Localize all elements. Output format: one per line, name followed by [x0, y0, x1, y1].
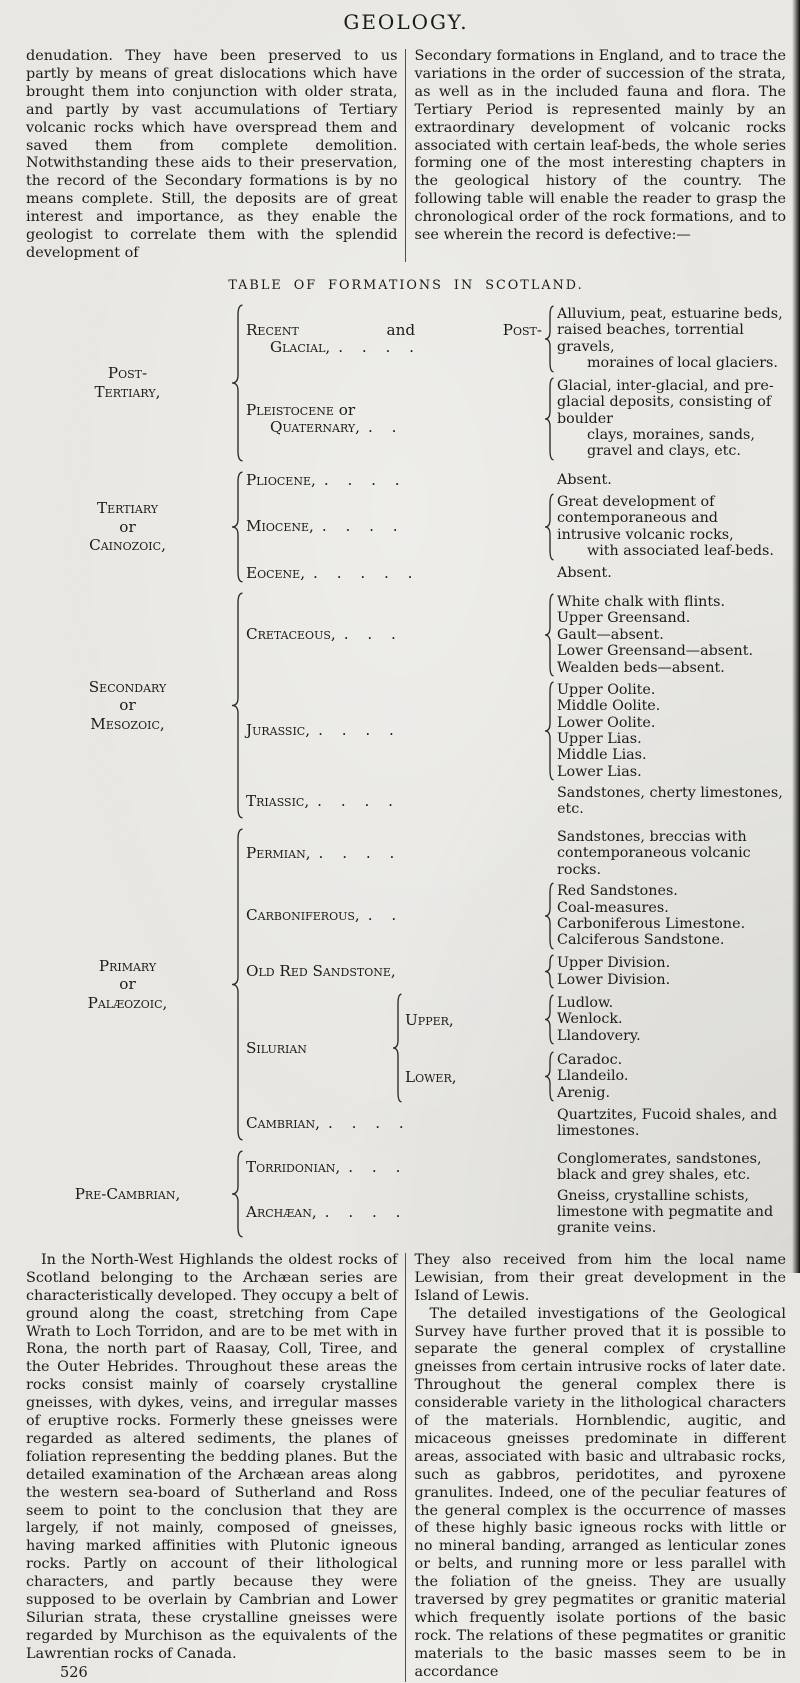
- description-line: Lower Oolite.: [557, 714, 656, 731]
- description-line: Llandeilo.: [557, 1068, 629, 1085]
- period-label-line: Archæan, . . . .: [246, 1202, 408, 1221]
- era-label: [26, 957, 229, 1013]
- era-label-line: or: [119, 517, 136, 536]
- formation-row: [246, 565, 786, 582]
- left-brace-icon: [392, 993, 403, 1103]
- dot-leaders: . .: [367, 906, 404, 925]
- description-line: Gault—absent.: [557, 626, 664, 643]
- formation-group: [26, 1150, 786, 1238]
- dot-leaders: . . .: [348, 1157, 408, 1176]
- formation-description: [557, 682, 786, 780]
- description-brace: [542, 994, 557, 1045]
- description-line: moraines of local glaciers.: [587, 355, 778, 372]
- era-label: [26, 678, 229, 734]
- formation-description: [557, 472, 786, 488]
- formation-row: [246, 954, 786, 989]
- silurian-sub-label: Upper,: [405, 1010, 454, 1029]
- formation-description: [557, 378, 786, 460]
- description-line: Glacial, inter-glacial, and pre-glacial deposits, consisting of boulder: [557, 377, 774, 427]
- formation-group: [26, 471, 786, 583]
- left-brace-icon: [544, 1051, 555, 1102]
- era-label: [26, 1185, 229, 1204]
- formation-group: [26, 304, 786, 462]
- top-left-column: [26, 48, 405, 263]
- era-label-line: Cainozoic,: [89, 536, 166, 555]
- era-label-line: Tertiary,: [94, 382, 161, 401]
- description-line: Wenlock.: [557, 1011, 623, 1028]
- era-brace: [229, 828, 246, 1141]
- silurian-subrow: [405, 1051, 786, 1102]
- page-number: 526: [60, 1664, 88, 1681]
- description-line: Lower Greensand—absent.: [557, 643, 754, 660]
- formation-description: [557, 1151, 786, 1184]
- left-brace-icon: [231, 828, 244, 1141]
- left-brace-icon: [231, 1150, 244, 1238]
- description-line: Red Sandstones.: [557, 883, 678, 900]
- left-brace-icon: [544, 593, 555, 677]
- description-line: Quartzites, Fucoid shales, and limestones.: [557, 1107, 778, 1140]
- period-label: [246, 793, 542, 810]
- dot-leaders: . . . .: [338, 337, 422, 356]
- period-label: [246, 1115, 542, 1132]
- dot-leaders: . . .: [343, 625, 403, 644]
- period-label-line: Cambrian, . . . .: [246, 1113, 411, 1132]
- description-line: Ludlow.: [557, 994, 614, 1011]
- formation-row: [246, 681, 786, 781]
- formation-description: [557, 785, 786, 818]
- period-label-line: Triassic, . . . .: [246, 791, 400, 810]
- period-label: [246, 963, 542, 980]
- description-line: Great development of contemporaneous and intrusive volcanic rocks,: [557, 494, 734, 543]
- formation-row: [246, 493, 786, 561]
- formation-row: [246, 1188, 786, 1237]
- description-line: Lower Division.: [557, 971, 671, 988]
- paragraph: They also received from him the local name Lewisian, from their great development in the Island of Lewis.: [414, 1251, 786, 1304]
- period-label-line: Old Red Sandstone,: [246, 961, 396, 980]
- formation-row: [246, 993, 786, 1103]
- paragraph: The detailed investigations of the Geological Survey have further proved that it is possible to separate the general complex of crystalline gneisses from certain intrusive rocks of later date. Throughout the general complex there is considerable variety in the lithological characters of the materials. Hornblendic, augitic, and micaceous gneisses predominate in different areas, associated with basic and ultrabasic rocks, such as gabbros, peridotites, and pyroxene granulites. Indeed, one of the peculiar features of the general complex is the occurrence of masses of these highly basic igneous rocks with little or no mineral banding, arranged as lenticular zones or belts, and running more or less parallel with the foliation of the gneiss. They are usually traversed by grey pegmatites or granitic material which frequently isolate portions of the basic rock. The relations of these pegmatites or granitic materials to the basic masses seem to be in accordance: [414, 1305, 786, 1680]
- dot-leaders: . .: [367, 417, 404, 436]
- left-brace-icon: [544, 954, 555, 989]
- period-label-line: Cretaceous, . . .: [246, 625, 403, 644]
- left-brace-icon: [544, 305, 555, 373]
- period-label: [246, 565, 542, 582]
- era-label-line: Primary: [98, 956, 157, 975]
- dot-leaders: . . . .: [321, 517, 405, 536]
- description-brace: [542, 1051, 557, 1102]
- description-line: Upper Division.: [557, 955, 671, 972]
- dot-leaders: . . . .: [318, 721, 401, 740]
- period-label-line: Recent and Post-: [246, 320, 542, 339]
- era-label-line: Palæozoic,: [87, 993, 168, 1012]
- era-label: [26, 364, 229, 401]
- top-right-column: [406, 48, 787, 263]
- description-line: Lower Lias.: [557, 763, 642, 780]
- left-brace-icon: [231, 304, 244, 462]
- period-label: [246, 722, 542, 739]
- formation-description: [557, 494, 786, 560]
- period-label: [246, 626, 542, 643]
- bottom-right-column: [406, 1252, 787, 1683]
- top-text-columns: [26, 48, 786, 263]
- period-label-line: Quaternary, . .: [270, 417, 404, 436]
- description-line: Llandovery.: [557, 1027, 641, 1044]
- left-brace-icon: [544, 377, 555, 461]
- period-label: [246, 1159, 542, 1176]
- description-line: Absent.: [557, 565, 612, 582]
- formation-row: [246, 1107, 786, 1140]
- period-label-line: Permian, . . . .: [246, 843, 402, 862]
- page-title: GEOLOGY.: [343, 10, 469, 34]
- era-label-line: or: [119, 975, 136, 994]
- paragraph: Secondary formations in England, and to trace the variations in the order of succession of the strata, as well as in the included fauna and flora. The Tertiary Period is represented mainly by an extraordinary development of volcanic rocks associated with certain leaf-beds, the whole series forming one of the most interesting chapters in the geological history of the country. The following table will enable the reader to grasp the chronological order of the rock formations, and to see wherein the record is defective:—: [414, 48, 786, 244]
- description-line: with associated leaf-beds.: [587, 543, 774, 560]
- era-brace: [229, 471, 246, 583]
- period-label: [246, 402, 542, 436]
- paragraph: In the North-West Highlands the oldest rocks of Scotland belonging to the Archæan series are characteristically developed. They occupy a belt of ground along the coast, stretching from Cape Wrath to Loch Torridon, and are to be met with in Rona, the north part of Raasay, Coll, Tiree, and the Outer Hebrides. Throughout these areas the rocks consist mainly of coarsely crystalline gneisses, with dykes, veins, and irregular masses of eruptive rocks. Formerly these gneisses were regarded as altered sediments, the planes of foliation representing the bedding planes. But the detailed examination of the Archæan areas along the western sea-board of Sutherland and Ross seem to point to the conclusion that they are largely, if not mainly, composed of gneisses, having marked affinities with Plutonic igneous rocks. Partly on account of their lithological characters, and partly because they were supposed to be overlain by Cambrian and Lower Silurian strata, these crystalline gneisses were regarded by Murchison as the equivalents of the Lawrentian rocks of Canada.: [26, 1251, 398, 1662]
- left-brace-icon: [544, 681, 555, 781]
- formation-description: [557, 1052, 786, 1101]
- period-label: [246, 322, 542, 356]
- scan-edge-shadow: [792, 0, 800, 1273]
- description-line: Arenig.: [557, 1084, 611, 1101]
- description-line: Gneiss, crystalline schists, limestone with pegmatite and granite veins.: [557, 1187, 774, 1237]
- table-caption: TABLE OF FORMATIONS IN SCOTLAND.: [228, 277, 584, 293]
- description-line: Coal-measures.: [557, 899, 669, 916]
- formation-row: [246, 305, 786, 373]
- description-line: Conglomerates, sandstones, black and grey shales, etc.: [557, 1150, 762, 1184]
- formation-rows: [246, 472, 786, 582]
- description-line: Sandstones, cherty limestones, etc.: [557, 784, 783, 818]
- formation-row: [246, 785, 786, 818]
- period-label-line: Carboniferous, . .: [246, 906, 404, 925]
- silurian-subrows: [405, 994, 786, 1102]
- description-brace: [542, 681, 557, 781]
- era-label-line: Post-: [107, 364, 148, 383]
- description-line: Upper Lias.: [557, 730, 642, 747]
- dot-leaders: . . . .: [318, 843, 402, 862]
- era-brace: [229, 1150, 246, 1238]
- bottom-left-column: [26, 1252, 405, 1683]
- description-line: Middle Oolite.: [557, 698, 661, 715]
- formation-row: [246, 882, 786, 950]
- silurian-brace: [390, 993, 405, 1103]
- formation-row: [246, 1151, 786, 1184]
- formation-group: [26, 592, 786, 819]
- formation-row: [246, 829, 786, 878]
- formation-description: [557, 306, 786, 372]
- description-line: Sandstones, breccias with contemporaneous volcanic rocks.: [557, 828, 751, 878]
- formation-group: [26, 828, 786, 1141]
- era-label-line: or: [119, 696, 136, 715]
- formation-description: [557, 594, 786, 676]
- description-line: Wealden beds—absent.: [557, 659, 725, 676]
- description-line: Calciferous Sandstone.: [557, 932, 725, 949]
- description-brace: [542, 882, 557, 950]
- period-label: [246, 907, 542, 924]
- description-line: White chalk with flints.: [557, 593, 725, 610]
- silurian-sub-label: Lower,: [405, 1067, 457, 1086]
- formation-row: [246, 593, 786, 677]
- period-label-line: Jurassic, . . . .: [246, 721, 401, 740]
- paragraph: denudation. They have been preserved to us partly by means of great dislocations which have brought them into conjunction with older strata, and partly by vast accumulations of Tertiary volcanic rocks which have overspread them and saved them from complete demolition. Notwithstanding these aids to their preservation, the record of the Secondary formations is by no means complete. Still, the deposits are of great interest and importance, as they enable the geologist to correlate them with the splendid development of: [26, 48, 398, 261]
- formation-rows: [246, 1151, 786, 1237]
- left-brace-icon: [544, 882, 555, 950]
- era-label-line: Secondary: [88, 677, 167, 696]
- period-label: [246, 845, 542, 862]
- period-label-line: Torridonian, . . .: [246, 1157, 408, 1176]
- dot-leaders: . . . .: [327, 1113, 411, 1132]
- period-label-line: Glacial, . . . .: [270, 337, 422, 356]
- description-brace: [542, 954, 557, 989]
- formation-description: [557, 883, 786, 949]
- formation-rows: [246, 305, 786, 461]
- left-brace-icon: [231, 592, 244, 819]
- dot-leaders: . . . .: [323, 470, 407, 489]
- description-brace: [542, 493, 557, 561]
- formation-description: [557, 955, 786, 988]
- formation-description: [557, 995, 786, 1044]
- era-label-line: Pre-Cambrian,: [74, 1184, 181, 1203]
- era-label-line: Tertiary: [96, 499, 159, 518]
- period-label: [246, 518, 542, 535]
- left-brace-icon: [231, 471, 244, 583]
- description-line: Caradoc.: [557, 1051, 623, 1068]
- formation-rows: [246, 829, 786, 1140]
- period-label-line: Miocene, . . . .: [246, 517, 405, 536]
- silurian-subrow: [405, 994, 786, 1045]
- period-label-line: Pleistocene or: [246, 400, 356, 419]
- description-line: Upper Greensand.: [557, 610, 691, 627]
- dot-leaders: . . . .: [317, 791, 400, 810]
- description-brace: [542, 305, 557, 373]
- description-brace: [542, 593, 557, 677]
- period-label: [246, 472, 542, 489]
- era-label-line: Mesozoic,: [90, 714, 165, 733]
- description-line: Absent.: [557, 472, 612, 489]
- formation-table: [26, 304, 786, 1238]
- formation-description: [557, 1188, 786, 1237]
- period-label: Silurian: [246, 1039, 307, 1058]
- description-line: Middle Lias.: [557, 747, 647, 764]
- description-line: clays, moraines, sands, gravel and clays, etc.: [587, 427, 755, 460]
- period-label-line: Eocene, . . . . .: [246, 563, 420, 582]
- formation-rows: [246, 593, 786, 818]
- description-line: Upper Oolite.: [557, 681, 656, 698]
- period-label-line: Pliocene, . . . .: [246, 470, 407, 489]
- formation-description: [557, 1107, 786, 1140]
- formation-description: [557, 565, 786, 581]
- dot-leaders: . . . .: [324, 1202, 408, 1221]
- description-brace: [542, 377, 557, 461]
- formation-description: [557, 829, 786, 878]
- left-brace-icon: [544, 493, 555, 561]
- era-brace: [229, 592, 246, 819]
- formation-row: [246, 472, 786, 489]
- era-brace: [229, 304, 246, 462]
- era-label: [26, 499, 229, 555]
- description-line: Carboniferous Limestone.: [557, 916, 746, 933]
- left-brace-icon: [544, 994, 555, 1045]
- formation-row: [246, 377, 786, 461]
- description-line: Alluvium, peat, estuarine beds, raised beaches, torrential gravels,: [557, 306, 783, 355]
- bottom-text-columns: [26, 1252, 786, 1683]
- dot-leaders: . . . . .: [313, 563, 420, 582]
- period-label: [246, 1204, 542, 1221]
